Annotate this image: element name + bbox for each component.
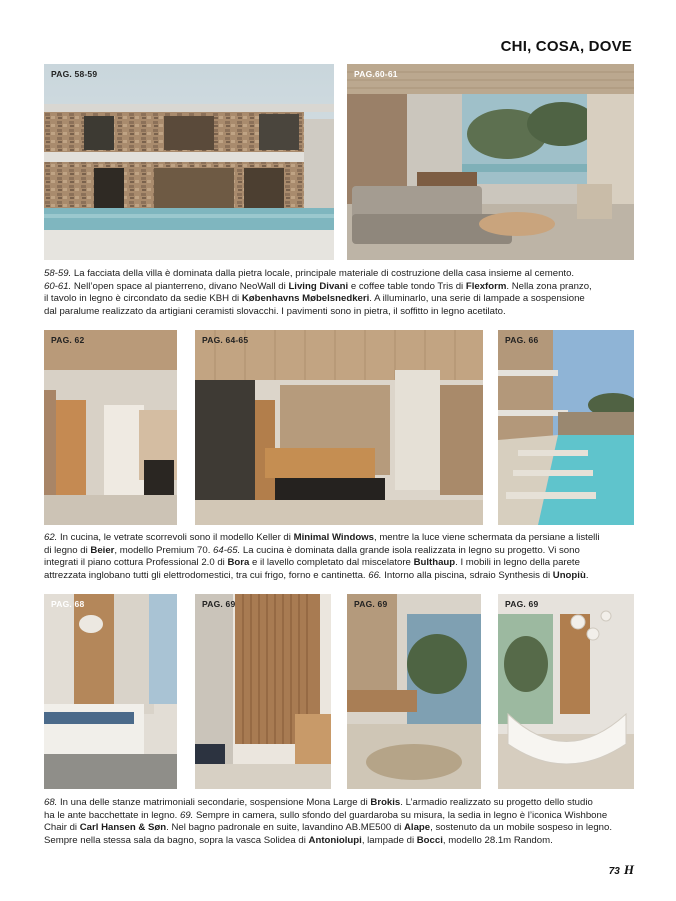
photo-villa-facade	[44, 64, 334, 260]
page-tag: PAG. 66	[505, 335, 539, 345]
page-tag: PAG.60-61	[354, 69, 398, 79]
photo-bathroom-sink	[347, 594, 481, 789]
bedroom-illustration	[44, 594, 177, 789]
bathroom-sink-illustration	[347, 594, 481, 789]
wardrobe-illustration	[195, 594, 331, 789]
photo-kitchen-island	[195, 330, 483, 525]
villa-facade-illustration	[44, 64, 334, 260]
page-tag: PAG. 69	[505, 599, 539, 609]
page-tag: PAG. 62	[51, 335, 85, 345]
kitchen-island-illustration	[195, 330, 483, 525]
page-tag: PAG. 68	[51, 599, 85, 609]
caption-block-3: 68. In una delle stanze matrimoniali secondarie, sospensione Mona Large di Brokis. L’armadio realizzato su progetto dello studio ha le ante bacchettate in legno. 69. Sempre in camera, sullo sfondo del guardaroba su misura, la sedia in legno è l’iconica Wishbone Chair di Carl Hansen & Søn. Nel bagno padronale en suite, lavandino AB.ME500 di Alape, sostenuto da un mobile sospeso in legno. Sempre nella stessa sala da bagno, sopra la vasca Solidea di Antoniolupi, lampade di Bocci, modello 28.1m Random.	[44, 797, 613, 846]
caption-block-2: 62. In cucina, le vetrate scorrevoli sono il modello Keller di Minimal Windows, mentre la luce viene schermata da persiane a listelli di legno di Beier, modello Premium 70. 64-65. La cucina è dominata dalla grande isola realizzata in legno su progetto. Vi sono integrati il piano cottura Professional 2.0 di Bora e il lavello completato dal miscelatore Bulthaup. I mobili in legno della parete attrezzata inglobano tutti gli elettrodomestici, tra cui frigo, forno e cantinetta. 66. Intorno alla piscina, sdraio Synthesis di Unopiù.	[44, 532, 600, 581]
page-tag: PAG. 69	[202, 599, 236, 609]
photo-wardrobe-chair	[195, 594, 331, 789]
photo-kitchen-window	[44, 330, 177, 525]
living-room-illustration	[347, 64, 634, 260]
page-footer	[609, 862, 634, 878]
caption-block-1: 58-59. La facciata della villa è dominata dalla pietra locale, principale materiale di costruzione della casa insieme al cemento. 60-61. Nell’open space al pianterreno, divano NeoWall di Living Divani e coffee table tondo Tris di Flexform. Nella zona pranzo, il tavolo in legno è circondato da sedie KBH di Københavns Møbelsnedkeri. A illuminarlo, una serie di lampade a sospensione dal paralume realizzato da artigiani ceramisti slovacchi. I pavimenti sono in pietra, il soffitto in legno acetilato.	[44, 268, 592, 317]
page-tag: PAG. 69	[354, 599, 388, 609]
page-tag: PAG. 64-65	[202, 335, 249, 345]
photo-pool	[498, 330, 634, 525]
magazine-logo: H	[623, 862, 634, 877]
section-title: CHI, COSA, DOVE	[500, 38, 632, 55]
kitchen-window-illustration	[44, 330, 177, 525]
bathtub-illustration	[498, 594, 634, 789]
page-number: 73	[608, 866, 620, 877]
page-tag: PAG. 58-59	[51, 69, 98, 79]
photo-bathtub	[498, 594, 634, 789]
pool-illustration	[498, 330, 634, 525]
photo-bedroom	[44, 594, 177, 789]
photo-living-open-space	[347, 64, 634, 260]
